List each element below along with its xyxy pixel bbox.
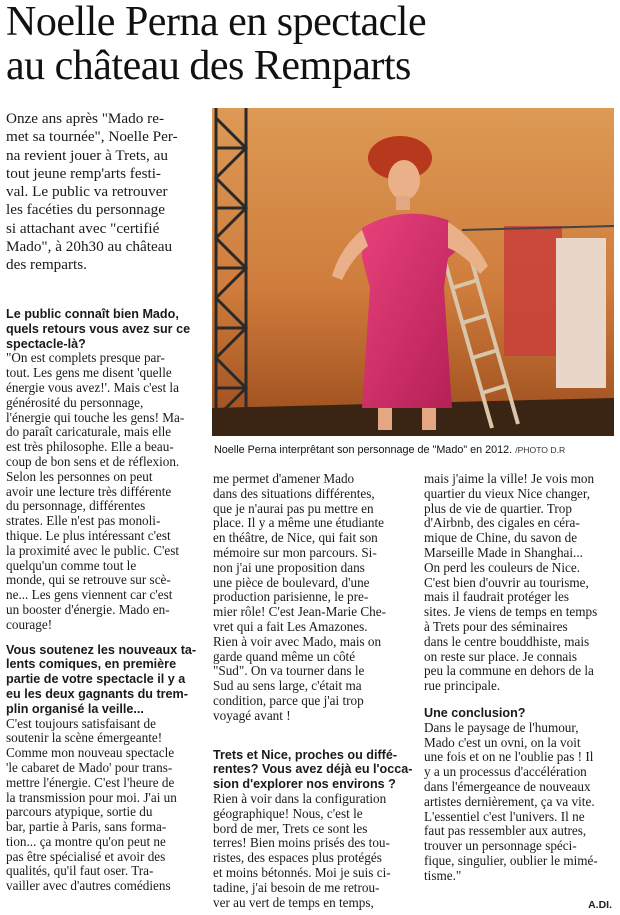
- body-line: ne... Les gens viennent car c'est: [6, 587, 173, 603]
- body-line: énergie vous avez!'. Mais c'est la: [6, 379, 179, 395]
- intro-line: des remparts.: [6, 256, 87, 274]
- body-line: mémoire sur mon parcours. Si-: [213, 544, 377, 560]
- body-line: peu la commune en dehors de la: [424, 663, 594, 679]
- body-line: sites. Je viens de temps en temps: [424, 604, 598, 620]
- body-line: dans le centre bouddhiste, mais: [424, 633, 590, 649]
- article-column-1: [6, 307, 206, 894]
- body-line: mais j'aime la ville! Je vois mon: [424, 471, 595, 486]
- body-line: place. Il y a même une étudiante: [213, 515, 384, 531]
- body-line: artistes dernièrement, ça va vite.: [424, 793, 595, 809]
- body-line: un booster d'énergie. Mado en-: [6, 601, 170, 617]
- body-line: vailler avec d'autres comédiens: [6, 878, 171, 894]
- body-line: ver au vert de temps en temps,: [213, 894, 374, 910]
- body-line: la proximité avec le public. C'est: [6, 542, 180, 558]
- article-column-3: [424, 472, 616, 884]
- body-line: C'est toujours satisfaisant de: [6, 715, 156, 731]
- body-line: Sud au sens large, c'était ma: [213, 678, 362, 694]
- body-line: du personnage, différentes: [6, 498, 146, 514]
- intro-line: val. Le public va retrouver: [6, 183, 168, 201]
- body-line: soutenir la scène émergeante!: [6, 730, 163, 746]
- body-line: et moins bétonnés. Moi je suis ci-: [213, 864, 391, 880]
- body-line: mique de Chine, du savon de: [424, 530, 578, 546]
- body-line: on reste sur place. Je connais: [424, 648, 578, 664]
- body-line: rue principale.: [424, 678, 501, 694]
- headline-line-1: Noelle Perna en spectacle: [6, 0, 427, 45]
- question-heading: spectacle-là?: [6, 336, 86, 351]
- body-line: mier rôle! C'est Jean-Marie Che-: [213, 604, 387, 620]
- body-line: vret qui a fait Les Amazones.: [213, 618, 368, 634]
- question-heading: plin organisé la veille...: [6, 701, 144, 716]
- body-line: bar, partie à Paris, sans forma-: [6, 819, 167, 835]
- intro-line: les facéties du personnage: [6, 201, 165, 219]
- body-line: y a un processus d'accélération: [424, 764, 587, 780]
- body-line: non j'ai une proposition dans: [213, 559, 365, 575]
- body-line: mettre l'énergie. C'est l'heure de: [6, 774, 175, 790]
- body-line: est très philosophe. Elle a beau-: [6, 439, 174, 455]
- body-line: la transmission pour moi. J'ai un: [6, 789, 177, 805]
- body-line: Rien à voir dans la configuration: [213, 790, 387, 806]
- intro-line: tout jeune remp'arts festi-: [6, 164, 161, 182]
- body-line: avoir une lecture très différente: [6, 483, 172, 499]
- body-line: quelqu'un comme tout le: [6, 557, 137, 573]
- question-heading: Vous soutenez les nouveaux ta-: [6, 642, 197, 657]
- photo-credit: /PHOTO D.R: [515, 445, 566, 455]
- body-line: Selon les personnes on peut: [6, 468, 153, 484]
- body-line: voyagé avant !: [213, 707, 291, 723]
- body-line: générosité du personnage,: [6, 394, 144, 410]
- body-line: C'est bien d'ouvrir au tourisme,: [424, 574, 589, 590]
- body-line: dans des situations différentes,: [213, 485, 375, 501]
- intro-line: met sa tournée", Noelle Per-: [6, 128, 178, 146]
- body-line: tisme.": [424, 867, 462, 883]
- article-column-2: [213, 472, 415, 910]
- body-line: me permet d'amener Mado: [213, 471, 355, 486]
- body-line: parcours atypique, sortie du: [6, 804, 153, 820]
- body-line: pas être spécialisé et avoir des: [6, 848, 166, 864]
- body-line: Mado c'est un ovni, on la voit: [424, 734, 581, 750]
- author-signature: A.DI.: [588, 899, 612, 911]
- body-line: courage!: [6, 616, 53, 632]
- body-line: tion... ça montre qu'on peut ne: [6, 833, 166, 849]
- question-heading: lents comiques, en première: [6, 657, 177, 672]
- body-line: do paraît caricaturale, mais elle: [6, 424, 172, 440]
- body-line: tadine, j'ai besoin de me retrou-: [213, 879, 380, 895]
- body-line: en théâtre, de Nice, qui fait son: [213, 530, 378, 546]
- question-heading: eu les deux gagnants du trem-: [6, 686, 188, 701]
- body-line: plus de vie de quartier. Trop: [424, 500, 572, 516]
- question-heading: rentes? Vous avez déjà eu l'occa-: [213, 762, 413, 777]
- body-line: garde quand même un côté: [213, 648, 356, 664]
- question-heading: Trets et Nice, proches ou diffé-: [213, 747, 398, 762]
- body-line: "Sud". On va tourner dans le: [213, 663, 365, 679]
- body-line: condition, parce que j'ai trop: [213, 692, 364, 708]
- intro-line: si attachant avec "certifié: [6, 219, 160, 237]
- body-line: dans l'émergeance de nouveaux: [424, 778, 591, 794]
- body-line: Rien à voir avec Mado, mais on: [213, 633, 382, 649]
- intro-line: na revient jouer à Trets, au: [6, 146, 168, 164]
- body-line: quartier du vieux Nice changer,: [424, 485, 591, 501]
- body-line: faut pas ressembler aux autres,: [424, 823, 587, 839]
- body-line: Comme mon nouveau spectacle: [6, 745, 175, 761]
- stage-photo: [212, 108, 614, 436]
- body-line: bord de mer, Trets ce sont les: [213, 820, 368, 836]
- body-line: qualités, qu'il faut oser. Tra-: [6, 863, 154, 879]
- body-line: On perd les couleurs de Nice.: [424, 559, 580, 575]
- body-line: Dans le paysage de l'humour,: [424, 719, 579, 735]
- intro-line: Mado", à 20h30 au château: [6, 238, 173, 256]
- stage-photo-illustration: [212, 108, 614, 436]
- body-line: mais il faudrait protéger les: [424, 589, 570, 605]
- headline-line-2: au château des Remparts: [6, 43, 411, 89]
- intro-paragraph: [6, 110, 202, 275]
- body-line: tout. Les gens me disent 'quelle: [6, 365, 172, 381]
- body-line: Marseille Made in Shanghai...: [424, 544, 583, 560]
- body-line: terres! Bien moins prisés des tou-: [213, 835, 390, 851]
- body-line: géographique! Nous, c'est le: [213, 805, 363, 821]
- body-line: à Trets pour des séminaires: [424, 618, 568, 634]
- body-line: coup de bon sens et de réflexion.: [6, 453, 180, 469]
- body-line: ristes, des espaces plus protégés: [213, 850, 382, 866]
- body-line: fique, singulier, oublier le mimé-: [424, 852, 598, 868]
- body-line: l'énergie qui touche les gens! Ma-: [6, 409, 185, 425]
- question-heading: Le public connaît bien Mado,: [6, 307, 179, 321]
- photo-caption: [214, 444, 616, 457]
- intro-line: Onze ans après "Mado re-: [6, 110, 165, 127]
- caption-text: Noelle Perna interprêtant son personnage de "Mado" en 2012.: [214, 444, 513, 456]
- body-line: thique. Le plus intéressant c'est: [6, 527, 171, 543]
- body-line: une fois et on ne l'oublie pas ! Il: [424, 749, 594, 765]
- body-line: une pièce de boulevard, d'une: [213, 574, 370, 590]
- body-line: que je n'aurai pas pu mettre en: [213, 500, 374, 516]
- body-line: "On est complets presque par-: [6, 350, 165, 366]
- question-heading: quels retours vous avez sur ce: [6, 321, 191, 336]
- question-heading: sion d'explorer nos environs ?: [213, 777, 396, 792]
- body-line: production parisienne, le pre-: [213, 589, 369, 605]
- body-line: monde, qui se retrouve sur scè-: [6, 572, 171, 588]
- body-line: trouver un personnage spéci-: [424, 838, 577, 854]
- question-heading: Une conclusion?: [424, 705, 526, 720]
- headline: [6, 0, 616, 88]
- question-heading: partie de votre spectacle il y a: [6, 672, 186, 687]
- body-line: strates. Elle n'est pas monoli-: [6, 513, 161, 529]
- body-line: 'le cabaret de Mado' pour trans-: [6, 759, 173, 775]
- body-line: L'essentiel c'est l'univers. Il ne: [424, 808, 585, 824]
- body-line: d'Airbnb, des cigales en céra-: [424, 515, 580, 531]
